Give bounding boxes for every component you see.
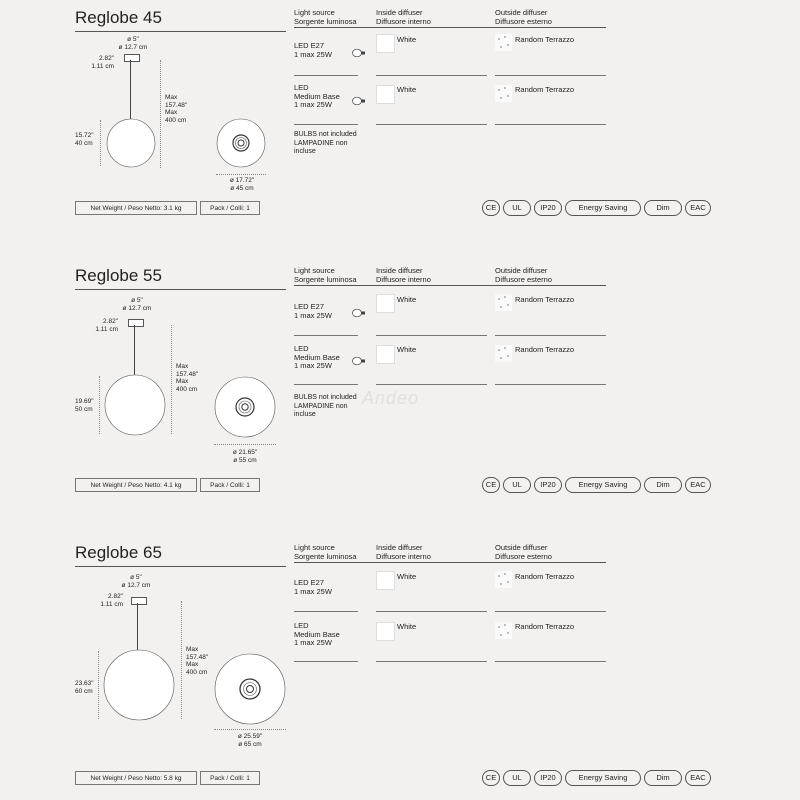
outside-terrazzo-label: Random Terrazzo (515, 622, 575, 631)
canopy (128, 319, 144, 327)
inside-white-label: White (397, 572, 417, 581)
globe-height-dimension-line (98, 651, 99, 719)
watermark: Andeo (362, 388, 420, 408)
max-length-dimension-line (160, 60, 161, 168)
row-divider (495, 75, 606, 76)
globe-top-view (214, 376, 276, 438)
canopy (124, 54, 140, 62)
product-section-reglobe-45 (0, 8, 800, 285)
ce-badge: CE (482, 770, 500, 786)
inside-white-swatch (376, 345, 395, 364)
net-weight-box: Net Weight / Peso Netto: 5.8 kg (75, 771, 197, 785)
light-source-e27: LED E27 1 max 25W (294, 578, 332, 596)
row-divider (376, 124, 487, 125)
inside-white-swatch (376, 294, 395, 313)
light-source-medium-base: LED Medium Base 1 max 25W (294, 83, 340, 109)
ip20-badge: IP20 (534, 477, 562, 493)
dim-badge: Dim (644, 477, 682, 493)
max-length-label: Max 157.48" Max 400 cm (186, 646, 209, 676)
title-divider (75, 289, 286, 290)
ul-badge: UL (503, 200, 531, 216)
canopy-height-label: 2.82" 1.11 cm (100, 593, 123, 608)
row-divider (376, 384, 487, 385)
globe-top-view (214, 653, 286, 725)
header-light-source: Light source Sorgente luminosa (294, 266, 357, 284)
suspension-cable (137, 603, 138, 653)
row-divider (294, 384, 358, 385)
header-light-source: Light source Sorgente luminosa (294, 8, 357, 26)
outside-terrazzo-label: Random Terrazzo (515, 345, 575, 354)
inside-white-label: White (397, 85, 417, 94)
pack-box: Pack / Colli: 1 (200, 478, 260, 492)
product-title: Reglobe 55 (75, 266, 162, 285)
bulbs-not-included-note: BULBS not included LAMPADINE non incluse (294, 394, 357, 418)
header-divider (294, 27, 606, 28)
product-title: Reglobe 45 (75, 8, 162, 27)
pack-box: Pack / Colli: 1 (200, 201, 260, 215)
bulb-e27-icon (352, 48, 366, 58)
inside-white-swatch (376, 85, 395, 104)
max-length-dimension-line (171, 325, 172, 434)
globe-diameter-label: ø 25.59" ø 65 cm (237, 733, 263, 748)
row-divider (495, 384, 606, 385)
dim-badge: Dim (644, 770, 682, 786)
inside-white-swatch (376, 571, 395, 590)
row-divider (294, 335, 358, 336)
outside-terrazzo-label: Random Terrazzo (515, 85, 575, 94)
canopy-height-label: 2.82" 1.11 cm (91, 55, 114, 70)
outside-terrazzo-label: Random Terrazzo (515, 295, 575, 304)
ce-badge: CE (482, 200, 500, 216)
terrazzo-swatch (495, 622, 512, 639)
ul-badge: UL (503, 477, 531, 493)
outside-terrazzo-label: Random Terrazzo (515, 572, 575, 581)
header-outside-diffuser: Outside diffuser Diffusore esterno (495, 8, 552, 26)
globe-diameter-dimension-line (214, 444, 276, 445)
row-divider (495, 661, 606, 662)
canopy-diameter-label: ø 5" ø 12.7 cm (121, 574, 151, 589)
outside-terrazzo-label: Random Terrazzo (515, 35, 575, 44)
bulb-medium-base-icon (352, 356, 366, 366)
bulb-medium-base-icon (352, 96, 366, 106)
canopy-height-label: 2.82" 1.11 cm (95, 318, 118, 333)
globe-height-label: 15.72" 40 cm (75, 132, 94, 147)
light-source-e27: LED E27 1 max 25W (294, 302, 332, 320)
inside-white-label: White (397, 345, 417, 354)
header-inside-diffuser: Inside diffuser Diffusore interno (376, 543, 431, 561)
max-length-label: Max 157.48" Max 400 cm (176, 363, 199, 393)
suspension-cable (130, 60, 131, 122)
globe-side-view (104, 374, 166, 436)
energy-saving-badge: Energy Saving (565, 770, 641, 786)
row-divider (294, 611, 358, 612)
ip20-badge: IP20 (534, 770, 562, 786)
ip20-badge: IP20 (534, 200, 562, 216)
row-divider (294, 661, 358, 662)
header-divider (294, 285, 606, 286)
title-divider (75, 566, 286, 567)
inside-white-label: White (397, 622, 417, 631)
bulbs-not-included-note: BULBS not included LAMPADINE non incluse (294, 131, 357, 155)
net-weight-box: Net Weight / Peso Netto: 3.1 kg (75, 201, 197, 215)
header-light-source: Light source Sorgente luminosa (294, 543, 357, 561)
row-divider (495, 124, 606, 125)
header-inside-diffuser: Inside diffuser Diffusore interno (376, 266, 431, 284)
terrazzo-swatch (495, 85, 512, 102)
energy-saving-badge: Energy Saving (565, 477, 641, 493)
canopy-diameter-label: ø 5" ø 12.7 cm (122, 297, 152, 312)
globe-height-dimension-line (100, 120, 101, 166)
pack-box: Pack / Colli: 1 (200, 771, 260, 785)
row-divider (376, 75, 487, 76)
canopy (131, 597, 147, 605)
row-divider (294, 124, 358, 125)
globe-height-label: 23.63" 60 cm (75, 680, 94, 695)
inside-white-label: White (397, 35, 417, 44)
eac-badge: EAC (685, 770, 711, 786)
terrazzo-swatch (495, 345, 512, 362)
header-outside-diffuser: Outside diffuser Diffusore esterno (495, 543, 552, 561)
product-title: Reglobe 65 (75, 543, 162, 562)
globe-diameter-label: ø 17.72" ø 45 cm (229, 177, 255, 192)
row-divider (294, 75, 358, 76)
globe-top-view (216, 118, 266, 168)
light-source-e27: LED E27 1 max 25W (294, 41, 332, 59)
suspension-cable (134, 325, 135, 379)
terrazzo-swatch (495, 571, 512, 588)
globe-side-view (103, 649, 175, 721)
globe-diameter-dimension-line (214, 729, 286, 730)
terrazzo-swatch (495, 294, 512, 311)
ce-badge: CE (482, 477, 500, 493)
eac-badge: EAC (685, 477, 711, 493)
globe-diameter-label: ø 21.65" ø 55 cm (232, 449, 258, 464)
globe-height-label: 19.69" 50 cm (75, 398, 94, 413)
energy-saving-badge: Energy Saving (565, 200, 641, 216)
globe-diameter-dimension-line (216, 174, 266, 175)
eac-badge: EAC (685, 200, 711, 216)
inside-white-swatch (376, 34, 395, 53)
max-length-dimension-line (181, 601, 182, 719)
row-divider (495, 335, 606, 336)
product-section-reglobe-65 (0, 543, 800, 800)
light-source-medium-base: LED Medium Base 1 max 25W (294, 621, 340, 647)
header-outside-diffuser: Outside diffuser Diffusore esterno (495, 266, 552, 284)
row-divider (495, 611, 606, 612)
ul-badge: UL (503, 770, 531, 786)
title-divider (75, 31, 286, 32)
header-inside-diffuser: Inside diffuser Diffusore interno (376, 8, 431, 26)
bulb-e27-icon (352, 308, 366, 318)
globe-height-dimension-line (99, 376, 100, 434)
inside-white-swatch (376, 622, 395, 641)
header-divider (294, 562, 606, 563)
max-length-label: Max 157.48" Max 400 cm (165, 94, 188, 124)
row-divider (376, 611, 487, 612)
row-divider (376, 661, 487, 662)
dim-badge: Dim (644, 200, 682, 216)
terrazzo-swatch (495, 34, 512, 51)
globe-side-view (106, 118, 156, 168)
canopy-diameter-label: ø 5" ø 12.7 cm (118, 36, 148, 51)
inside-white-label: White (397, 295, 417, 304)
row-divider (376, 335, 487, 336)
net-weight-box: Net Weight / Peso Netto: 4.1 kg (75, 478, 197, 492)
light-source-medium-base: LED Medium Base 1 max 25W (294, 344, 340, 370)
